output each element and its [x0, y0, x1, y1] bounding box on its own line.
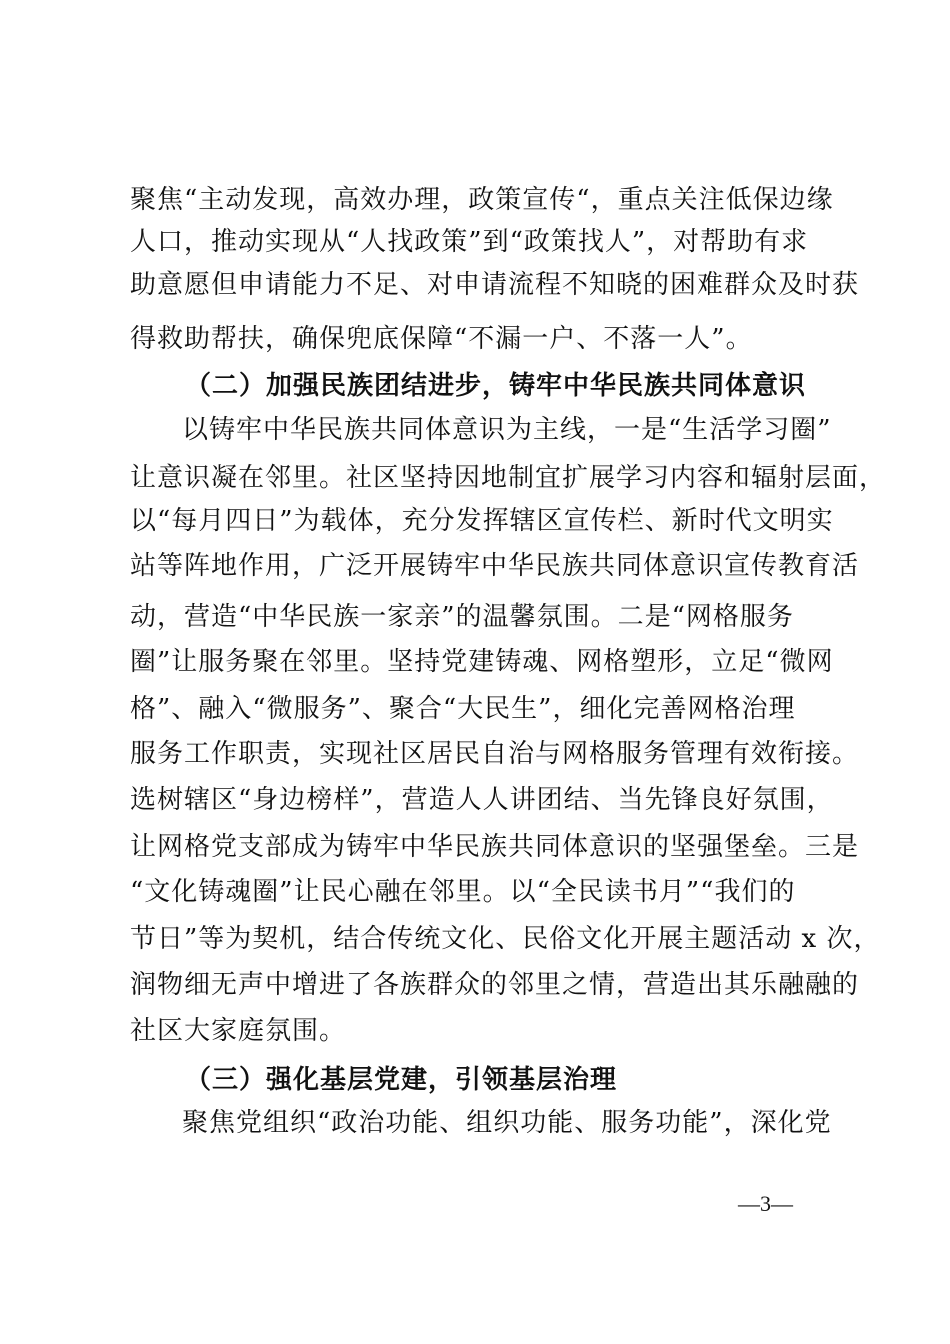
body-text-line: 润物细无声中增进了各族群众的邻里之情，营造出其乐融融的: [130, 970, 860, 1000]
body-text-line: 人口，推动实现从“人找政策”到“政策找人”，对帮助有求: [130, 227, 809, 257]
body-text-line: 让意识凝在邻里。社区坚持因地制宜扩展学习内容和辐射层面，: [130, 463, 887, 493]
section-heading-3: （三）强化基层党建，引领基层治理: [185, 1065, 618, 1095]
page-number: —3—: [738, 1191, 793, 1216]
body-text-line: “文化铸魂圈”让民心融在邻里。以“全民读书月”“我们的: [130, 877, 796, 907]
body-text-line: 格”、融入“微服务”、聚合“大民生”，细化完善网格治理: [130, 694, 796, 724]
body-text-line: 社区大家庭氛围。: [130, 1016, 347, 1046]
body-text-line: 站等阵地作用，广泛开展铸牢中华民族共同体意识宣传教育活: [130, 551, 860, 581]
body-text-line: 以“每月四日”为载体，充分发挥辖区宣传栏、新时代文明实: [130, 506, 834, 536]
section-heading-2: （二）加强民族团结进步，铸牢中华民族共同体意识: [185, 371, 807, 401]
body-text-line: 得救助帮扶，确保兜底保障“不漏一户、不落一人”。: [130, 324, 753, 354]
body-text-line: 圈”让服务聚在邻里。坚持党建铸魂、网格塑形，立足“微网: [130, 647, 834, 677]
paragraph-first-line: 以铸牢中华民族共同体意识为主线，一是“生活学习圈”: [182, 415, 832, 445]
paragraph-first-line: 聚焦党组织“政治功能、组织功能、服务功能”，深化党: [182, 1108, 832, 1138]
body-text-line: 动，营造“中华民族一家亲”的温馨氛围。二是“网格服务: [130, 602, 794, 632]
body-text-line: 选树辖区“身边榜样”，营造人人讲团结、当先锋良好氛围，: [130, 785, 834, 815]
body-text-line: 聚焦“主动发现，高效办理，政策宣传“，重点关注低保边缘: [130, 185, 834, 215]
body-text-line: 让网格党支部成为铸牢中华民族共同体意识的坚强堡垒。三是: [130, 832, 860, 862]
body-text-line: 服务工作职责，实现社区居民自治与网格服务管理有效衔接。: [130, 739, 860, 769]
body-text-line: 节日”等为契机，结合传统文化、民俗文化开展主题活动 x 次，: [130, 924, 881, 954]
body-text-line: 助意愿但申请能力不足、对申请流程不知晓的困难群众及时获: [130, 270, 860, 300]
